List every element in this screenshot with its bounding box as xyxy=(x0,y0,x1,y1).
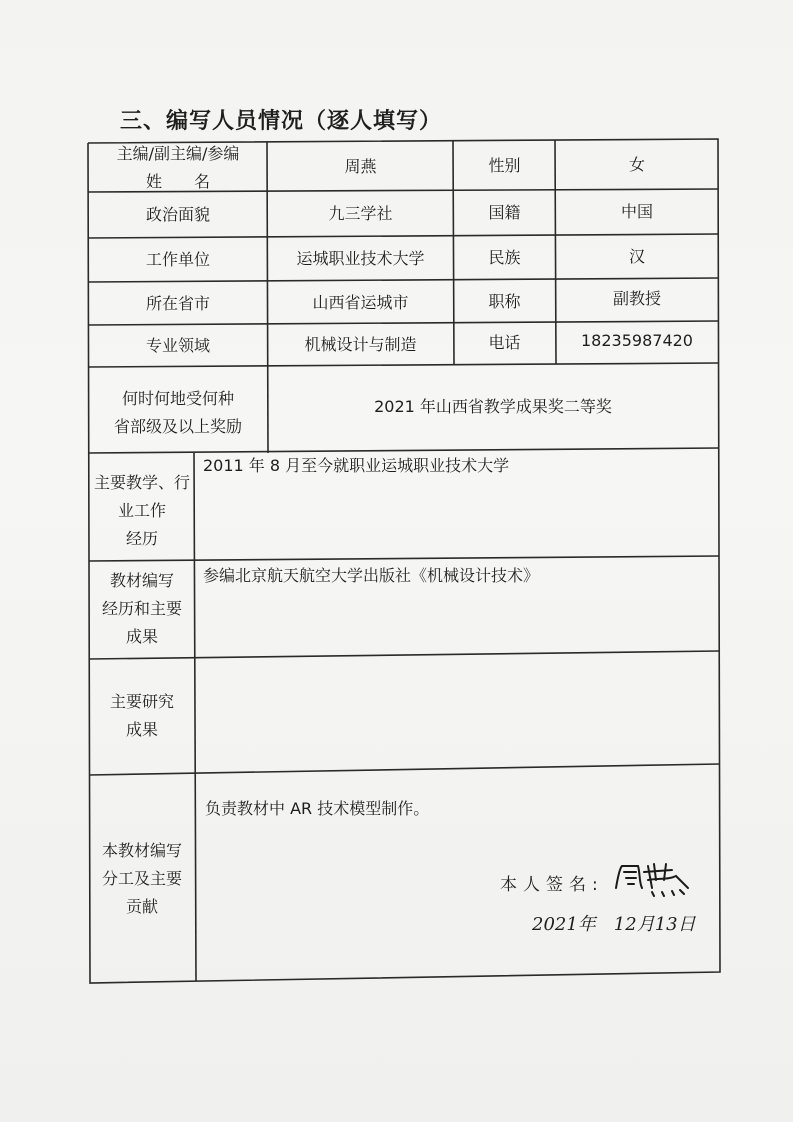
signature-date: 2021年 12月13日 xyxy=(532,914,696,935)
name-label xyxy=(90,144,266,191)
experience-label-line3: 经历 xyxy=(125,529,158,548)
textbook-label xyxy=(90,566,194,652)
political-value: 九三学社 xyxy=(328,204,393,223)
research-label-line2: 成果 xyxy=(125,720,158,739)
contribution-value: 负责教材中 AR 技术模型制作。 xyxy=(205,799,430,818)
textbook-label-line3: 成果 xyxy=(125,627,158,646)
workplace-label: 工作单位 xyxy=(145,250,210,269)
award-value: 2021 年山西省教学成果奖二等奖 xyxy=(374,397,612,416)
contribution-label-line1: 本教材编写 xyxy=(101,841,182,860)
experience-value: 2011 年 8 月至今就职业运城职业技术大学 xyxy=(203,456,510,475)
phone-label: 电话 xyxy=(488,333,521,352)
political-label: 政治面貌 xyxy=(145,205,210,224)
research-value xyxy=(203,664,713,694)
field-label: 专业领域 xyxy=(145,336,210,355)
title-label: 职称 xyxy=(488,291,521,311)
nationality-label: 国籍 xyxy=(488,203,521,222)
ethnicity-value: 汉 xyxy=(628,247,645,266)
experience-label xyxy=(90,466,194,556)
signature-label: 本人签名: xyxy=(500,875,604,895)
section-title: 三、编写人员情况（逐人填写） xyxy=(120,109,443,134)
province-label: 所在省市 xyxy=(145,293,210,313)
textbook-label-line2: 经历和主要 xyxy=(101,599,182,618)
textbook-label-line1: 教材编写 xyxy=(109,571,174,590)
nationality-value: 中国 xyxy=(620,202,653,221)
name-label-line2: 姓 名 xyxy=(145,171,210,191)
award-label xyxy=(90,376,266,450)
experience-label-line1: 主要教学、行 xyxy=(93,473,190,492)
gender-label: 性别 xyxy=(488,155,521,175)
field-value: 机械设计与制造 xyxy=(304,335,417,354)
research-label-line1: 主要研究 xyxy=(109,692,174,711)
handwritten-signature xyxy=(612,858,692,898)
province-value: 山西省运城市 xyxy=(312,292,409,312)
name-value: 周燕 xyxy=(344,156,377,176)
title-value: 副教授 xyxy=(612,288,661,308)
award-label-line1: 何时何地受何种 xyxy=(121,389,234,408)
name-label-line1: 主编/副主编/参编 xyxy=(116,143,240,163)
contribution-label-line2: 分工及主要 xyxy=(101,869,182,888)
textbook-value: 参编北京航天航空大学出版社《机械设计技术》 xyxy=(203,566,540,585)
contribution-label xyxy=(90,836,194,922)
contribution-label-line3: 贡献 xyxy=(125,897,158,916)
gender-value: 女 xyxy=(628,154,645,174)
award-label-line2: 省部级及以上奖励 xyxy=(113,417,242,436)
research-label xyxy=(90,688,194,744)
ethnicity-label: 民族 xyxy=(488,248,521,267)
phone-value: 18235987420 xyxy=(581,331,693,350)
experience-label-line2: 业工作 xyxy=(117,501,166,520)
workplace-value: 运城职业技术大学 xyxy=(296,249,425,268)
